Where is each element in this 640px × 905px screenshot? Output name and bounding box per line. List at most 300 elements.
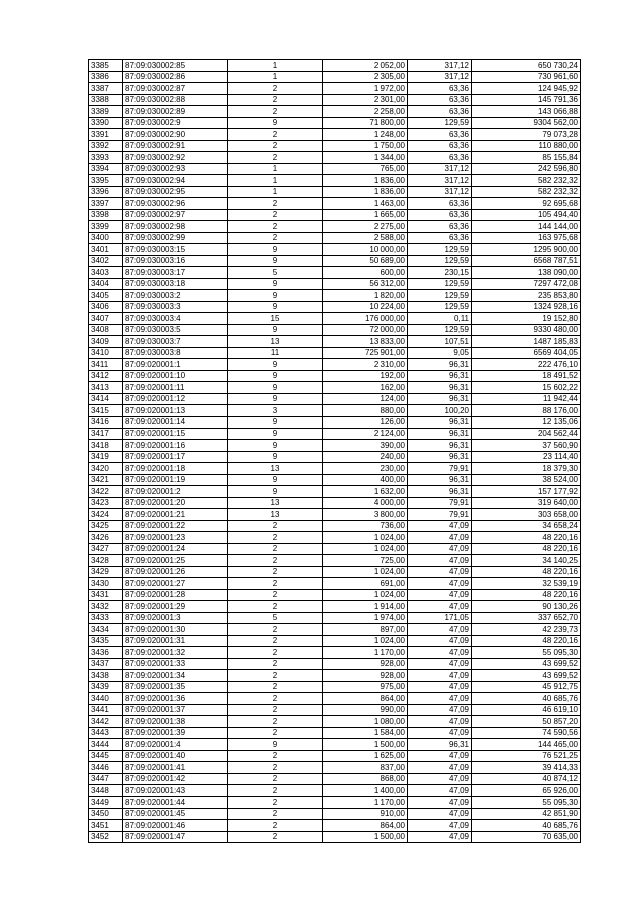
specific-value-cell: 47,09 (408, 750, 472, 762)
specific-value-cell: 129,59 (408, 255, 472, 267)
area-value-cell: 725,00 (323, 555, 408, 567)
cadastral-number-cell: 87:09:030003:2 (123, 290, 228, 302)
cadastral-value-cell: 163 975,68 (472, 232, 581, 244)
table-row (89, 831, 581, 843)
area-value-cell: 2 275,00 (323, 221, 408, 233)
table-row (89, 382, 581, 394)
specific-value-cell: 47,09 (408, 681, 472, 693)
group-number-cell: 2 (228, 808, 323, 820)
table-row (89, 635, 581, 647)
cadastral-value-cell: 90 130,26 (472, 601, 581, 613)
area-value-cell: 2 124,00 (323, 428, 408, 440)
group-number-cell: 9 (228, 117, 323, 129)
cadastral-number-cell: 87:09:020001:14 (123, 416, 228, 428)
table-row (89, 543, 581, 555)
cadastral-number-cell: 87:09:030002:87 (123, 83, 228, 95)
row-number-cell: 3424 (89, 509, 123, 521)
group-number-cell: 2 (228, 232, 323, 244)
cadastral-value-cell: 32 539,19 (472, 578, 581, 590)
cadastral-value-cell: 23 114,40 (472, 451, 581, 463)
row-number-cell: 3400 (89, 232, 123, 244)
area-value-cell: 868,00 (323, 773, 408, 785)
cadastral-value-cell: 37 560,90 (472, 440, 581, 452)
group-number-cell: 9 (228, 382, 323, 394)
area-value-cell: 1 400,00 (323, 785, 408, 797)
specific-value-cell: 63,36 (408, 129, 472, 141)
row-number-cell: 3432 (89, 601, 123, 613)
specific-value-cell: 79,91 (408, 497, 472, 509)
cadastral-value-cell: 319 640,00 (472, 497, 581, 509)
cadastral-value-cell: 85 155,84 (472, 152, 581, 164)
group-number-cell: 11 (228, 347, 323, 359)
area-value-cell: 2 052,00 (323, 60, 408, 72)
group-number-cell: 5 (228, 267, 323, 279)
specific-value-cell: 317,12 (408, 60, 472, 72)
table-row (89, 301, 581, 313)
group-number-cell: 2 (228, 543, 323, 555)
area-value-cell: 2 310,00 (323, 359, 408, 371)
specific-value-cell: 96,31 (408, 474, 472, 486)
row-number-cell: 3445 (89, 750, 123, 762)
row-number-cell: 3414 (89, 393, 123, 405)
cadastral-value-cell: 1487 185,83 (472, 336, 581, 348)
cadastral-number-cell: 87:09:030003:17 (123, 267, 228, 279)
cadastral-number-cell: 87:09:030002:92 (123, 152, 228, 164)
area-value-cell: 10 000,00 (323, 244, 408, 256)
specific-value-cell: 129,59 (408, 117, 472, 129)
row-number-cell: 3417 (89, 428, 123, 440)
cadastral-number-cell: 87:09:030003:15 (123, 244, 228, 256)
specific-value-cell: 47,09 (408, 670, 472, 682)
row-number-cell: 3439 (89, 681, 123, 693)
cadastral-number-cell: 87:09:020001:19 (123, 474, 228, 486)
table-row (89, 532, 581, 544)
cadastral-value-cell: 9304 562,00 (472, 117, 581, 129)
cadastral-value-cell: 92 695,68 (472, 198, 581, 210)
group-number-cell: 9 (228, 255, 323, 267)
area-value-cell: 1 972,00 (323, 83, 408, 95)
table-row (89, 94, 581, 106)
cadastral-number-cell: 87:09:020001:33 (123, 658, 228, 670)
group-number-cell: 9 (228, 324, 323, 336)
table-row (89, 797, 581, 809)
group-number-cell: 2 (228, 831, 323, 843)
area-value-cell: 50 689,00 (323, 255, 408, 267)
table-row (89, 555, 581, 567)
group-number-cell: 3 (228, 405, 323, 417)
cadastral-number-cell: 87:09:020001:36 (123, 693, 228, 705)
table-row (89, 578, 581, 590)
row-number-cell: 3434 (89, 624, 123, 636)
table-row (89, 405, 581, 417)
row-number-cell: 3413 (89, 382, 123, 394)
area-value-cell: 1 632,00 (323, 486, 408, 498)
group-number-cell: 5 (228, 612, 323, 624)
row-number-cell: 3448 (89, 785, 123, 797)
table-row (89, 566, 581, 578)
cadastral-number-cell: 87:09:020001:27 (123, 578, 228, 590)
area-value-cell: 864,00 (323, 820, 408, 832)
table-row (89, 370, 581, 382)
group-number-cell: 9 (228, 290, 323, 302)
table-row (89, 670, 581, 682)
cadastral-number-cell: 87:09:020001:3 (123, 612, 228, 624)
specific-value-cell: 63,36 (408, 140, 472, 152)
group-number-cell: 2 (228, 578, 323, 590)
specific-value-cell: 96,31 (408, 393, 472, 405)
cadastral-number-cell: 87:09:030002:9 (123, 117, 228, 129)
specific-value-cell: 47,09 (408, 566, 472, 578)
cadastral-value-cell: 34 140,25 (472, 555, 581, 567)
cadastral-value-cell: 42 851,90 (472, 808, 581, 820)
area-value-cell: 10 224,00 (323, 301, 408, 313)
area-value-cell: 13 833,00 (323, 336, 408, 348)
table-row (89, 221, 581, 233)
area-value-cell: 691,00 (323, 578, 408, 590)
specific-value-cell: 96,31 (408, 486, 472, 498)
group-number-cell: 1 (228, 175, 323, 187)
cadastral-value-cell: 88 176,00 (472, 405, 581, 417)
cadastral-value-cell: 18 491,52 (472, 370, 581, 382)
row-number-cell: 3416 (89, 416, 123, 428)
table-row (89, 486, 581, 498)
table-row (89, 808, 581, 820)
group-number-cell: 9 (228, 416, 323, 428)
row-number-cell: 3393 (89, 152, 123, 164)
row-number-cell: 3394 (89, 163, 123, 175)
specific-value-cell: 47,09 (408, 704, 472, 716)
row-number-cell: 3437 (89, 658, 123, 670)
cadastral-number-cell: 87:09:020001:44 (123, 797, 228, 809)
area-value-cell: 1 820,00 (323, 290, 408, 302)
cadastral-number-cell: 87:09:020001:37 (123, 704, 228, 716)
group-number-cell: 2 (228, 601, 323, 613)
table-row (89, 290, 581, 302)
cadastral-number-cell: 87:09:030003:5 (123, 324, 228, 336)
table-row (89, 393, 581, 405)
cadastral-number-cell: 87:09:020001:38 (123, 716, 228, 728)
row-number-cell: 3419 (89, 451, 123, 463)
row-number-cell: 3447 (89, 773, 123, 785)
group-number-cell: 9 (228, 278, 323, 290)
cadastral-number-cell: 87:09:020001:10 (123, 370, 228, 382)
table-row (89, 451, 581, 463)
cadastral-value-cell: 105 494,40 (472, 209, 581, 221)
specific-value-cell: 79,91 (408, 463, 472, 475)
row-number-cell: 3411 (89, 359, 123, 371)
area-value-cell: 928,00 (323, 658, 408, 670)
group-number-cell: 9 (228, 393, 323, 405)
table-row (89, 232, 581, 244)
specific-value-cell: 63,36 (408, 232, 472, 244)
cadastral-value-cell: 1324 928,16 (472, 301, 581, 313)
area-value-cell: 240,00 (323, 451, 408, 463)
table-row (89, 313, 581, 325)
specific-value-cell: 47,09 (408, 808, 472, 820)
table-row (89, 647, 581, 659)
group-number-cell: 2 (228, 106, 323, 118)
cadastral-number-cell: 87:09:030002:98 (123, 221, 228, 233)
cadastral-value-cell: 48 220,16 (472, 532, 581, 544)
cadastral-number-cell: 87:09:020001:16 (123, 440, 228, 452)
specific-value-cell: 47,09 (408, 578, 472, 590)
group-number-cell: 9 (228, 370, 323, 382)
cadastral-number-cell: 87:09:030003:4 (123, 313, 228, 325)
cadastral-number-cell: 87:09:020001:41 (123, 762, 228, 774)
table-row (89, 175, 581, 187)
specific-value-cell: 129,59 (408, 290, 472, 302)
row-number-cell: 3450 (89, 808, 123, 820)
specific-value-cell: 47,09 (408, 785, 472, 797)
cadastral-value-cell: 222 476,10 (472, 359, 581, 371)
group-number-cell: 9 (228, 359, 323, 371)
table-row (89, 750, 581, 762)
specific-value-cell: 47,09 (408, 543, 472, 555)
row-number-cell: 3407 (89, 313, 123, 325)
row-number-cell: 3446 (89, 762, 123, 774)
table-row (89, 520, 581, 532)
cadastral-number-cell: 87:09:020001:13 (123, 405, 228, 417)
row-number-cell: 3433 (89, 612, 123, 624)
cadastral-value-cell: 43 699,52 (472, 670, 581, 682)
table-row (89, 186, 581, 198)
row-number-cell: 3438 (89, 670, 123, 682)
group-number-cell: 2 (228, 635, 323, 647)
area-value-cell: 2 258,00 (323, 106, 408, 118)
table-row (89, 117, 581, 129)
cadastral-number-cell: 87:09:030003:18 (123, 278, 228, 290)
row-number-cell: 3426 (89, 532, 123, 544)
group-number-cell: 2 (228, 532, 323, 544)
row-number-cell: 3451 (89, 820, 123, 832)
cadastral-value-cell: 55 095,30 (472, 797, 581, 809)
area-value-cell: 192,00 (323, 370, 408, 382)
group-number-cell: 9 (228, 486, 323, 498)
cadastral-number-cell: 87:09:020001:18 (123, 463, 228, 475)
area-value-cell: 990,00 (323, 704, 408, 716)
area-value-cell: 1 625,00 (323, 750, 408, 762)
area-value-cell: 1 500,00 (323, 739, 408, 751)
group-number-cell: 13 (228, 463, 323, 475)
table-row (89, 60, 581, 72)
cadastral-value-cell: 65 926,00 (472, 785, 581, 797)
row-number-cell: 3443 (89, 727, 123, 739)
group-number-cell: 2 (228, 624, 323, 636)
table-body (89, 60, 581, 843)
cadastral-value-cell: 40 685,76 (472, 820, 581, 832)
row-number-cell: 3412 (89, 370, 123, 382)
cadastral-number-cell: 87:09:020001:28 (123, 589, 228, 601)
cadastral-number-cell: 87:09:020001:32 (123, 647, 228, 659)
row-number-cell: 3409 (89, 336, 123, 348)
specific-value-cell: 96,31 (408, 382, 472, 394)
cadastral-value-table (88, 59, 581, 843)
cadastral-value-cell: 145 791,36 (472, 94, 581, 106)
row-number-cell: 3428 (89, 555, 123, 567)
specific-value-cell: 96,31 (408, 359, 472, 371)
cadastral-number-cell: 87:09:020001:31 (123, 635, 228, 647)
area-value-cell: 3 800,00 (323, 509, 408, 521)
area-value-cell: 1 584,00 (323, 727, 408, 739)
row-number-cell: 3392 (89, 140, 123, 152)
specific-value-cell: 96,31 (408, 370, 472, 382)
specific-value-cell: 96,31 (408, 428, 472, 440)
group-number-cell: 2 (228, 693, 323, 705)
table-row (89, 440, 581, 452)
cadastral-number-cell: 87:09:030002:90 (123, 129, 228, 141)
cadastral-number-cell: 87:09:020001:24 (123, 543, 228, 555)
area-value-cell: 1 024,00 (323, 635, 408, 647)
area-value-cell: 176 000,00 (323, 313, 408, 325)
specific-value-cell: 47,09 (408, 797, 472, 809)
cadastral-value-cell: 15 602,22 (472, 382, 581, 394)
row-number-cell: 3420 (89, 463, 123, 475)
group-number-cell: 1 (228, 163, 323, 175)
row-number-cell: 3397 (89, 198, 123, 210)
row-number-cell: 3387 (89, 83, 123, 95)
cadastral-number-cell: 87:09:020001:15 (123, 428, 228, 440)
group-number-cell: 9 (228, 474, 323, 486)
cadastral-number-cell: 87:09:030002:94 (123, 175, 228, 187)
cadastral-value-cell: 7297 472,08 (472, 278, 581, 290)
specific-value-cell: 63,36 (408, 94, 472, 106)
specific-value-cell: 129,59 (408, 244, 472, 256)
row-number-cell: 3406 (89, 301, 123, 313)
area-value-cell: 126,00 (323, 416, 408, 428)
cadastral-number-cell: 87:09:020001:17 (123, 451, 228, 463)
row-number-cell: 3388 (89, 94, 123, 106)
table-row (89, 820, 581, 832)
cadastral-value-cell: 110 880,00 (472, 140, 581, 152)
area-value-cell: 928,00 (323, 670, 408, 682)
cadastral-value-cell: 43 699,52 (472, 658, 581, 670)
area-value-cell: 2 305,00 (323, 71, 408, 83)
cadastral-value-cell: 730 961,60 (472, 71, 581, 83)
cadastral-number-cell: 87:09:030002:91 (123, 140, 228, 152)
area-value-cell: 1 170,00 (323, 647, 408, 659)
cadastral-number-cell: 87:09:020001:30 (123, 624, 228, 636)
cadastral-number-cell: 87:09:030002:85 (123, 60, 228, 72)
table-row (89, 739, 581, 751)
table-row (89, 428, 581, 440)
area-value-cell: 725 901,00 (323, 347, 408, 359)
table-row (89, 209, 581, 221)
table-row (89, 244, 581, 256)
group-number-cell: 9 (228, 244, 323, 256)
group-number-cell: 2 (228, 221, 323, 233)
row-number-cell: 3441 (89, 704, 123, 716)
area-value-cell: 72 000,00 (323, 324, 408, 336)
group-number-cell: 1 (228, 71, 323, 83)
group-number-cell: 2 (228, 83, 323, 95)
cadastral-number-cell: 87:09:030003:16 (123, 255, 228, 267)
cadastral-value-cell: 42 239,73 (472, 624, 581, 636)
cadastral-value-cell: 582 232,32 (472, 186, 581, 198)
specific-value-cell: 47,09 (408, 831, 472, 843)
area-value-cell: 1 665,00 (323, 209, 408, 221)
cadastral-number-cell: 87:09:020001:11 (123, 382, 228, 394)
row-number-cell: 3401 (89, 244, 123, 256)
area-value-cell: 1 024,00 (323, 566, 408, 578)
cadastral-number-cell: 87:09:020001:34 (123, 670, 228, 682)
row-number-cell: 3389 (89, 106, 123, 118)
row-number-cell: 3430 (89, 578, 123, 590)
specific-value-cell: 47,09 (408, 773, 472, 785)
cadastral-value-cell: 11 942,44 (472, 393, 581, 405)
row-number-cell: 3386 (89, 71, 123, 83)
cadastral-number-cell: 87:09:030002:97 (123, 209, 228, 221)
row-number-cell: 3391 (89, 129, 123, 141)
table-row (89, 347, 581, 359)
table-row (89, 716, 581, 728)
area-value-cell: 71 800,00 (323, 117, 408, 129)
area-value-cell: 1 836,00 (323, 186, 408, 198)
cadastral-value-cell: 235 853,80 (472, 290, 581, 302)
row-number-cell: 3452 (89, 831, 123, 843)
cadastral-value-cell: 204 562,44 (472, 428, 581, 440)
cadastral-value-cell: 48 220,16 (472, 566, 581, 578)
table-row (89, 140, 581, 152)
cadastral-value-cell: 76 521,25 (472, 750, 581, 762)
specific-value-cell: 0,11 (408, 313, 472, 325)
row-number-cell: 3403 (89, 267, 123, 279)
cadastral-value-cell: 46 619,10 (472, 704, 581, 716)
area-value-cell: 1 024,00 (323, 543, 408, 555)
specific-value-cell: 47,09 (408, 532, 472, 544)
cadastral-number-cell: 87:09:030002:88 (123, 94, 228, 106)
table-row (89, 693, 581, 705)
cadastral-value-cell: 55 095,30 (472, 647, 581, 659)
group-number-cell: 2 (228, 129, 323, 141)
cadastral-number-cell: 87:09:020001:1 (123, 359, 228, 371)
cadastral-number-cell: 87:09:020001:4 (123, 739, 228, 751)
group-number-cell: 2 (228, 152, 323, 164)
row-number-cell: 3429 (89, 566, 123, 578)
specific-value-cell: 230,15 (408, 267, 472, 279)
cadastral-number-cell: 87:09:020001:46 (123, 820, 228, 832)
specific-value-cell: 107,51 (408, 336, 472, 348)
specific-value-cell: 47,09 (408, 589, 472, 601)
specific-value-cell: 129,59 (408, 324, 472, 336)
row-number-cell: 3390 (89, 117, 123, 129)
row-number-cell: 3408 (89, 324, 123, 336)
area-value-cell: 864,00 (323, 693, 408, 705)
cadastral-value-cell: 48 220,16 (472, 635, 581, 647)
area-value-cell: 765,00 (323, 163, 408, 175)
row-number-cell: 3402 (89, 255, 123, 267)
table-row (89, 509, 581, 521)
cadastral-value-cell: 70 635,00 (472, 831, 581, 843)
group-number-cell: 2 (228, 520, 323, 532)
cadastral-value-cell: 40 685,76 (472, 693, 581, 705)
area-value-cell: 162,00 (323, 382, 408, 394)
specific-value-cell: 317,12 (408, 175, 472, 187)
cadastral-value-cell: 1295 900,00 (472, 244, 581, 256)
row-number-cell: 3425 (89, 520, 123, 532)
cadastral-number-cell: 87:09:030002:96 (123, 198, 228, 210)
area-value-cell: 1 974,00 (323, 612, 408, 624)
cadastral-number-cell: 87:09:020001:21 (123, 509, 228, 521)
cadastral-number-cell: 87:09:020001:12 (123, 393, 228, 405)
table-row (89, 324, 581, 336)
table-row (89, 255, 581, 267)
area-value-cell: 56 312,00 (323, 278, 408, 290)
area-value-cell: 910,00 (323, 808, 408, 820)
group-number-cell: 2 (228, 762, 323, 774)
row-number-cell: 3427 (89, 543, 123, 555)
specific-value-cell: 317,12 (408, 186, 472, 198)
area-value-cell: 2 301,00 (323, 94, 408, 106)
